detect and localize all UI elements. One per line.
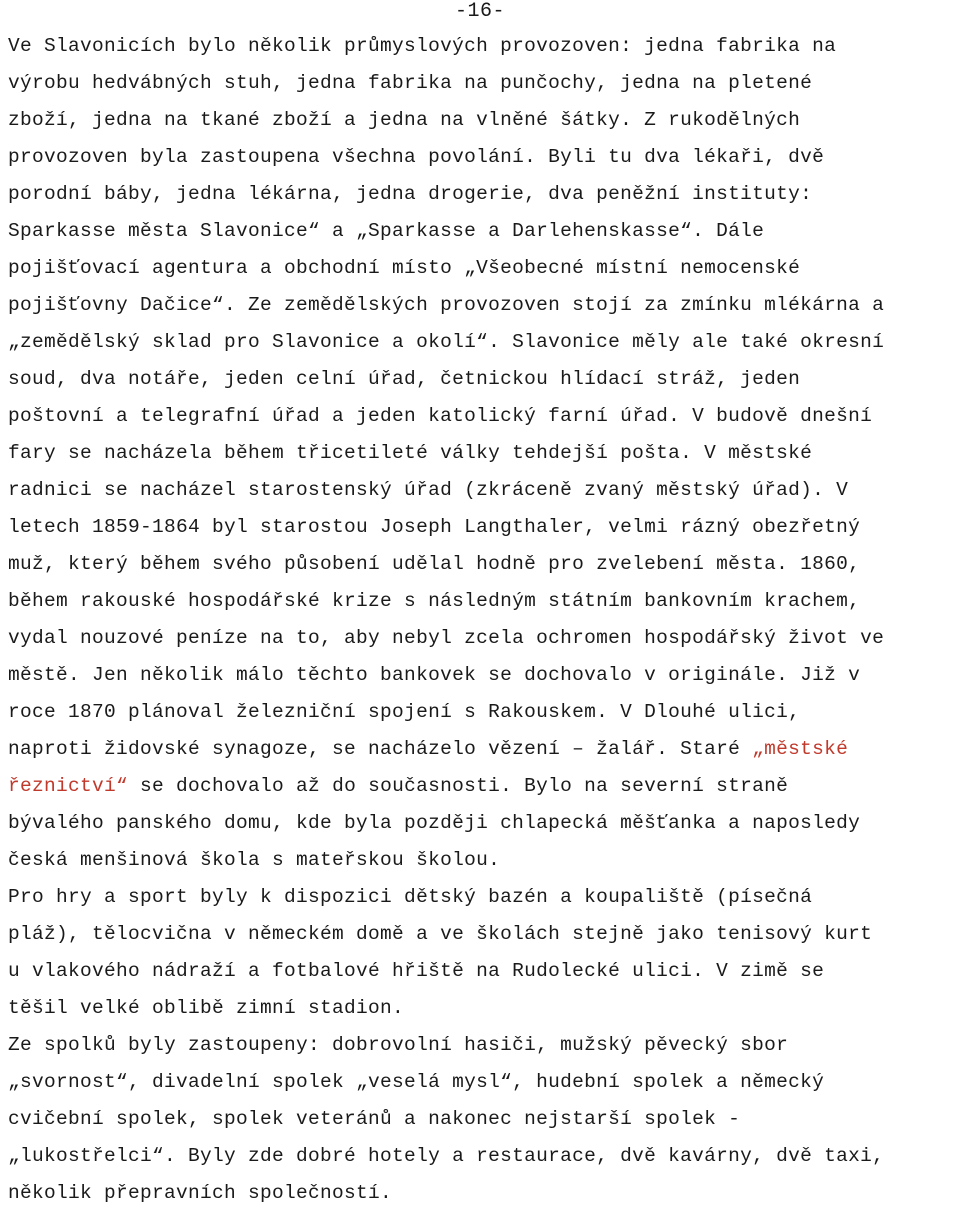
text-line: [8, 287, 960, 324]
text-run: naproti židovské synagoze, se nacházelo vězení – žalář. Staré: [8, 738, 753, 760]
text-line: [8, 546, 960, 583]
text-line: [8, 176, 960, 213]
text-line: [8, 398, 960, 435]
document-body: [8, 28, 960, 1212]
text-run: porodní báby, jedna lékárna, jedna drogerie, dva peněžní instituty:: [8, 183, 813, 205]
text-line: [8, 1101, 960, 1138]
text-line: [8, 472, 960, 509]
text-run: pláž), tělocvična v německém domě a ve školách stejně jako tenisový kurt: [8, 923, 873, 945]
text-run: „lukostřelci“. Byly zde dobré hotely a restaurace, dvě kavárny, dvě taxi,: [8, 1145, 885, 1167]
text-run: „svornost“, divadelní spolek „veselá mysl“, hudební spolek a německý: [8, 1071, 825, 1093]
text-line: [8, 509, 960, 546]
text-run: Pro hry a sport byly k dispozici dětský bazén a koupaliště (písečná: [8, 886, 813, 908]
highlighted-text: řeznictví“: [8, 775, 129, 797]
text-line: [8, 28, 960, 65]
text-line: [8, 1175, 960, 1212]
text-line: [8, 324, 960, 361]
text-line: [8, 768, 960, 805]
text-line: [8, 990, 960, 1027]
text-line: [8, 583, 960, 620]
text-line: [8, 953, 960, 990]
text-line: [8, 1064, 960, 1101]
text-line: [8, 1138, 960, 1175]
text-run: vydal nouzové peníze na to, aby nebyl zcela ochromen hospodářský život ve: [8, 627, 885, 649]
text-run: zboží, jedna na tkané zboží a jedna na vlněné šátky. Z rukodělných: [8, 109, 801, 131]
text-run: cvičební spolek, spolek veteránů a nakonec nejstarší spolek -: [8, 1108, 741, 1130]
text-line: [8, 139, 960, 176]
text-line: [8, 916, 960, 953]
text-run: poštovní a telegrafní úřad a jeden katolický farní úřad. V budově dnešní: [8, 405, 873, 427]
page-number: -16-: [454, 0, 505, 23]
text-line: [8, 361, 960, 398]
text-run: se dochovalo až do současnosti. Bylo na severní straně: [128, 775, 789, 797]
text-run: pojišťovací agentura a obchodní místo „Všeobecné místní nemocenské: [8, 257, 801, 279]
text-run: městě. Jen několik málo těchto bankovek se dochovalo v originále. Již v: [8, 664, 861, 686]
text-line: [8, 1027, 960, 1064]
text-line: [8, 250, 960, 287]
text-run: Sparkasse města Slavonice“ a „Sparkasse a Darlehenskasse“. Dále: [8, 220, 765, 242]
text-run: těšil velké oblibě zimní stadion.: [8, 997, 405, 1019]
text-line: [8, 620, 960, 657]
text-run: bývalého panského domu, kde byla později chlapecká měšťanka a naposledy: [8, 812, 861, 834]
text-run: soud, dva notáře, jeden celní úřad, četnickou hlídací stráž, jeden: [8, 368, 801, 390]
text-run: roce 1870 plánoval železniční spojení s Rakouskem. V Dlouhé ulici,: [8, 701, 801, 723]
text-run: během rakouské hospodářské krize s následným státním bankovním krachem,: [8, 590, 861, 612]
text-run: česká menšinová škola s mateřskou školou.: [8, 849, 501, 871]
text-line: [8, 842, 960, 879]
text-run: pojišťovny Dačice“. Ze zemědělských provozoven stojí za zmínku mlékárna a: [8, 294, 885, 316]
text-line: [8, 213, 960, 250]
text-run: muž, který během svého působení udělal hodně pro zvelebení města. 1860,: [8, 553, 861, 575]
text-run: Ve Slavonicích bylo několik průmyslových provozoven: jedna fabrika na: [8, 35, 837, 57]
text-line: [8, 879, 960, 916]
text-run: radnici se nacházel starostenský úřad (zkráceně zvaný městský úřad). V: [8, 479, 849, 501]
highlighted-text: „městské: [752, 738, 849, 760]
text-run: letech 1859-1864 byl starostou Joseph Langthaler, velmi rázný obezřetný: [8, 516, 861, 538]
text-run: výrobu hedvábných stuh, jedna fabrika na punčochy, jedna na pletené: [8, 72, 813, 94]
text-run: Ze spolků byly zastoupeny: dobrovolní hasiči, mužský pěvecký sbor: [8, 1034, 789, 1056]
text-line: [8, 65, 960, 102]
text-line: [8, 694, 960, 731]
text-line: [8, 102, 960, 139]
text-line: [8, 435, 960, 472]
text-line: [8, 731, 960, 768]
text-run: provozoven byla zastoupena všechna povolání. Byli tu dva lékaři, dvě: [8, 146, 825, 168]
text-line: [8, 805, 960, 842]
text-run: „zemědělský sklad pro Slavonice a okolí“. Slavonice měly ale také okresní: [8, 331, 885, 353]
text-run: fary se nacházela během třicetileté války tehdejší pošta. V městské: [8, 442, 813, 464]
text-run: u vlakového nádraží a fotbalové hřiště na Rudolecké ulici. V zimě se: [8, 960, 825, 982]
text-run: několik přepravních společností.: [8, 1182, 393, 1204]
text-line: [8, 657, 960, 694]
